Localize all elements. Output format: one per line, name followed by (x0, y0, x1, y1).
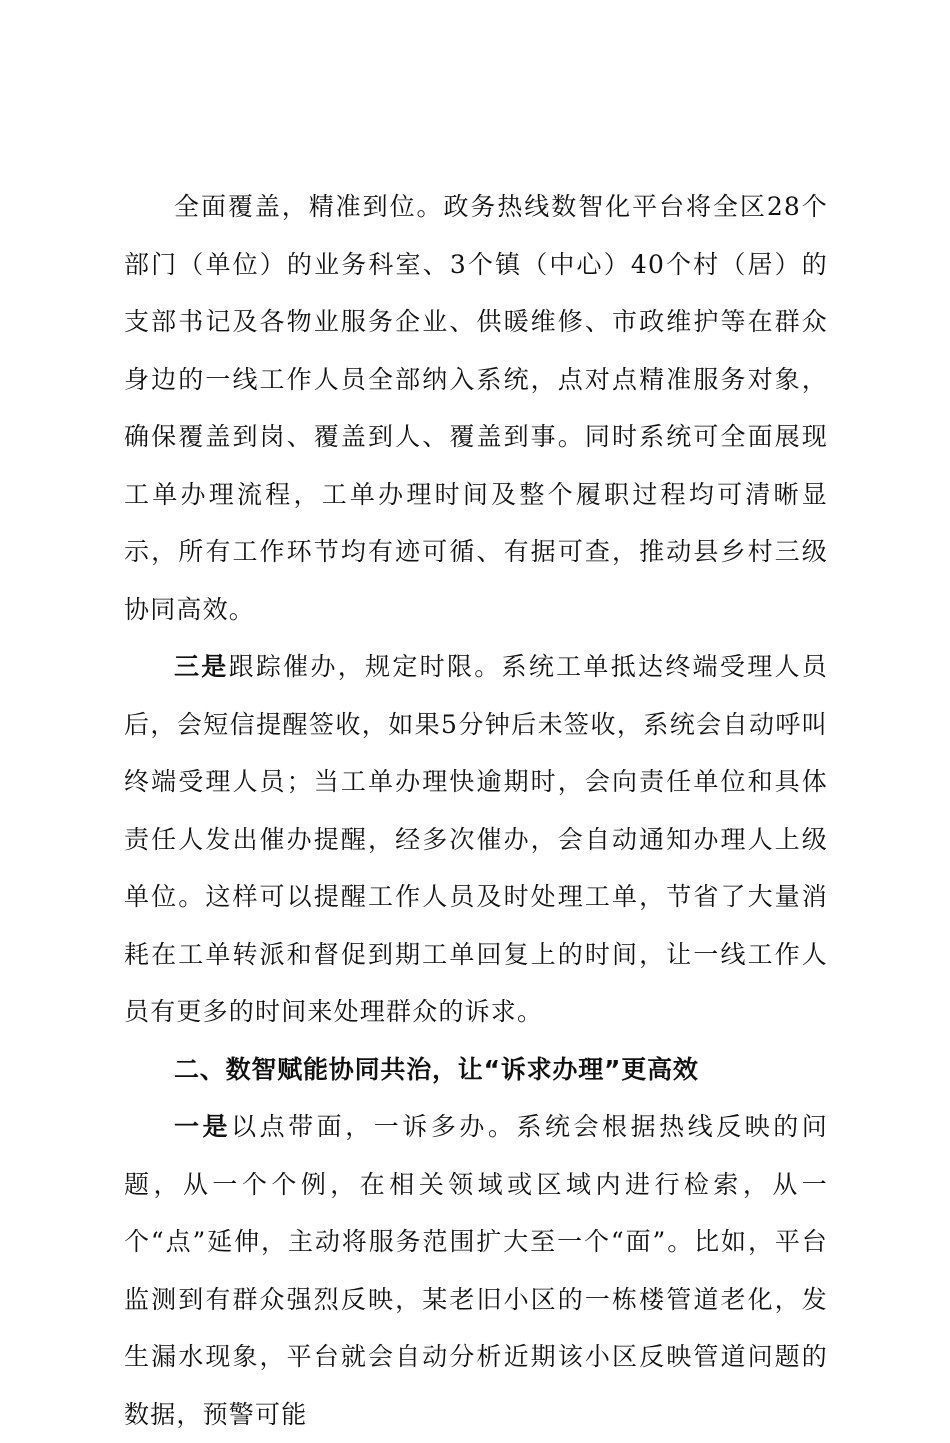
paragraph-point-to-area (124, 1098, 828, 1443)
document-body (124, 178, 828, 1443)
paragraph-text: 全面覆盖，精准到位。政务热线数智化平台将全区28个部门（单位）的业务科室、3个镇（中心）40个村（居）的支部书记及各物业服务企业、供暖维修、市政维护等在群众身边的一线工作人员全部纳入系统，点对点精准服务对象，确保覆盖到岗、覆盖到人、覆盖到事。同时系统可全面展现工单办理流程，工单办理时间及整个履职过程均可清晰显示，所有工作环节均有迹可循、有据可查，推动县乡村三级协同高效。 (124, 192, 828, 624)
section-heading: 二、数智赋能协同共治，让“诉求办理”更高效 (174, 1054, 699, 1084)
paragraph-tracking-reminder (124, 638, 828, 1041)
paragraph-full-coverage (124, 178, 828, 638)
paragraph-lead: 一是 (174, 1112, 232, 1141)
paragraph-lead: 三是 (174, 652, 229, 681)
paragraph-text: 跟踪催办，规定时限。系统工单抵达终端受理人员后，会短信提醒签收，如果5分钟后未签收，系统会自动呼叫终端受理人员；当工单办理快逾期时，会向责任单位和具体责任人发出催办提醒，经多次催办，会自动通知办理人上级单位。这样可以提醒工作人员及时处理工单，节省了大量消耗在工单转派和督促到期工单回复上的时间，让一线工作人员有更多的时间来处理群众的诉求。 (124, 652, 828, 1026)
paragraph-text: 以点带面，一诉多办。系统会根据热线反映的问题，从一个个例，在相关领域或区域内进行检索，从一个“点”延伸，主动将服务范围扩大至一个“面”。比如，平台监测到有群众强烈反映，某老旧小区的一栋楼管道老化，发生漏水现象，平台就会自动分析近期该小区反映管道问题的数据，预警可能 (124, 1112, 828, 1429)
